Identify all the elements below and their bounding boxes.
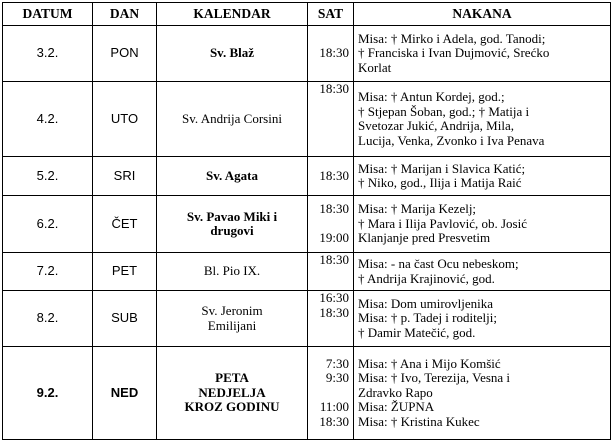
header-row — [3, 3, 611, 26]
dan-cell: NED — [93, 347, 157, 440]
nakana-line: Misa: † p. Tadej i roditelji; — [358, 310, 497, 326]
nakana-line: Klanjanje pred Presvetim — [358, 230, 491, 246]
kalendar-cell — [157, 291, 308, 347]
datum-cell: 4.2. — [3, 82, 93, 157]
sat-line: 18:30 — [319, 45, 349, 61]
kalendar-line: Bl. Pio IX. — [203, 263, 261, 279]
sat-line: 18:30 — [319, 81, 349, 96]
nakana-line: Misa: Dom umirovljenika — [358, 295, 494, 311]
header-nakana: NAKANA — [354, 3, 611, 26]
sat-cell — [308, 347, 354, 440]
datum-cell: 5.2. — [3, 157, 93, 196]
kalendar-cell — [157, 253, 308, 291]
table-row — [3, 26, 611, 82]
nakana-line: Misa: ŽUPNA — [358, 399, 435, 415]
datum-cell: 9.2. — [3, 347, 93, 440]
nakana-line: † Niko, god., Ilija i Matija Raić — [358, 175, 522, 190]
kalendar-line: PETA — [215, 370, 249, 386]
datum-cell: 6.2. — [3, 196, 93, 253]
sat-line: 18:30 — [319, 167, 349, 183]
sat-line: 18:30 — [319, 201, 349, 217]
sat-cell — [308, 26, 354, 82]
nakana-cell — [354, 82, 611, 157]
dan-cell: PON — [93, 26, 157, 82]
dan-cell: ČET — [93, 196, 157, 253]
datum-cell: 8.2. — [3, 291, 93, 347]
sat-line: 18:30 — [319, 252, 349, 267]
schedule-table — [2, 2, 611, 440]
dan-cell: SRI — [93, 157, 157, 196]
kalendar-cell — [157, 157, 308, 196]
nakana-line: Lucija, Venka, Zvonko i Iva Penava — [358, 132, 545, 148]
sat-cell — [308, 253, 354, 291]
nakana-line: Misa: † Mirko i Adela, god. Tanodi; — [358, 30, 546, 46]
nakana-line: † Andrija Krajinović, god. — [358, 270, 495, 286]
table-row — [3, 82, 611, 157]
sat-line: 7:30 — [325, 355, 349, 371]
nakana-line: † Damir Matečić, god. — [358, 324, 476, 340]
nakana-line: † Mara i Ilija Pavlović, ob. Josić — [358, 215, 527, 231]
table-row — [3, 157, 611, 196]
kalendar-line: Sv. Agata — [205, 167, 258, 183]
nakana-line: † Franciska i Ivan Dujmović, Srećko — [358, 45, 550, 61]
datum-cell: 3.2. — [3, 26, 93, 82]
sat-line: 18:30 — [319, 413, 349, 429]
nakana-cell — [354, 26, 611, 82]
sat-line: 18:30 — [319, 304, 349, 320]
nakana-line: Misa: † Ivo, Terezija, Vesna i — [358, 370, 511, 386]
sat-line: 16:30 — [319, 290, 349, 305]
header-dan: DAN — [93, 3, 157, 26]
nakana-line: Misa: † Marija Kezelj; — [358, 201, 477, 217]
nakana-cell — [354, 253, 611, 291]
kalendar-line: Sv. Andrija Corsini — [182, 110, 282, 126]
dan-cell: SUB — [93, 291, 157, 347]
nakana-cell — [354, 291, 611, 347]
table-row — [3, 253, 611, 291]
nakana-line: Svetozar Jukić, Andrija, Mila, — [358, 118, 514, 133]
header-sat: SAT — [308, 3, 354, 26]
nakana-cell — [354, 157, 611, 196]
datum-cell: 7.2. — [3, 253, 93, 291]
nakana-line: Misa: † Kristina Kukec — [358, 413, 480, 429]
sat-cell — [308, 157, 354, 196]
kalendar-cell — [157, 82, 308, 157]
nakana-cell — [354, 347, 611, 440]
dan-cell: UTO — [93, 82, 157, 157]
sat-line: 11:00 — [319, 399, 349, 415]
table-row — [3, 291, 611, 347]
sat-cell — [308, 82, 354, 157]
kalendar-cell — [157, 26, 308, 82]
nakana-line: Korlat — [358, 59, 392, 75]
nakana-line: Misa: † Antun Kordej, god.; — [358, 89, 505, 104]
sat-line: 19:00 — [319, 230, 349, 246]
table-row — [3, 196, 611, 253]
kalendar-line: Sv. Pavao Miki i — [186, 208, 278, 224]
sat-cell — [308, 196, 354, 253]
sat-line: 9:30 — [325, 370, 349, 386]
nakana-cell — [354, 196, 611, 253]
nakana-line: † Stjepan Šoban, god.; † Matija i — [358, 103, 530, 119]
kalendar-line: drugovi — [210, 223, 254, 238]
kalendar-line: Sv. Jeronim — [201, 303, 263, 318]
dan-cell: PET — [93, 253, 157, 291]
nakana-line: Zdravko Rapo — [358, 384, 433, 400]
sat-cell — [308, 291, 354, 347]
kalendar-cell — [157, 196, 308, 253]
kalendar-line: NEDJELJA — [198, 384, 266, 400]
table-row — [3, 347, 611, 440]
kalendar-line: Sv. Blaž — [209, 45, 255, 61]
nakana-line: Misa: † Marijan i Slavica Katić; — [358, 160, 526, 176]
kalendar-cell — [157, 347, 308, 440]
nakana-line: Misa: - na čast Ocu nebeskom; — [358, 256, 519, 271]
header-kalendar: KALENDAR — [157, 3, 308, 26]
kalendar-line: KROZ GODINU — [184, 399, 280, 415]
header-datum: DATUM — [3, 3, 93, 26]
kalendar-line: Emilijani — [207, 317, 257, 333]
nakana-line: Misa: † Ana i Mijo Komšić — [358, 355, 501, 371]
